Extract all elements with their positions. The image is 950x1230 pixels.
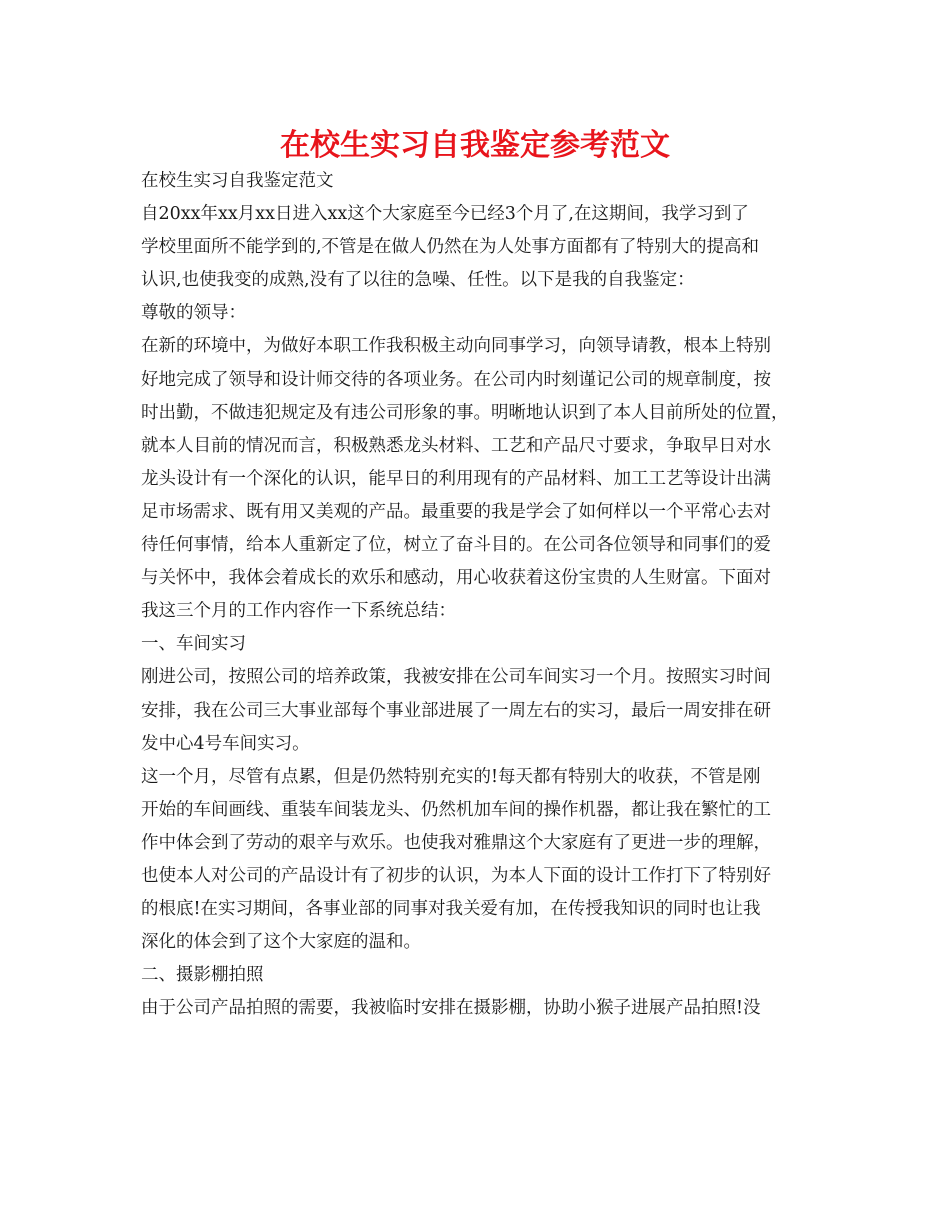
document-body: [141, 165, 821, 1025]
text-line: 在新的环境中，为做好本职工作我积极主动向同事学习，向领导请教，根本上特别: [141, 336, 771, 357]
text-line: 好地完成了领导和设计师交待的各项业务。在公司内时刻谨记公司的规章制度，按: [141, 369, 771, 390]
text-line: 待任何事情，给本人重新定了位，树立了奋斗目的。在公司各位领导和同事们的爱: [141, 535, 771, 556]
text-line: 足市场需求、既有用又美观的产品。最重要的我是学会了如何样以一个平常心去对: [141, 501, 771, 522]
text-line: 龙头设计有一个深化的认识，能早日的利用现有的产品材料、加工工艺等设计出满: [141, 468, 771, 489]
text-line: 学校里面所不能学到的,不管是在做人仍然在为人处事方面都有了特别大的提高和: [141, 237, 760, 258]
text-line: 刚进公司，按照公司的培养政策，我被安排在公司车间实习一个月。按照实习时间: [141, 667, 771, 688]
section-heading: 二、摄影棚拍照: [141, 965, 264, 986]
section-heading: 一、车间实习: [141, 634, 246, 655]
text-line: 自20xx年xx月xx日进入xx这个大家庭至今已经3个月了,在这期间，我学习到了: [141, 204, 749, 225]
text-line: 就本人目前的情况而言，积极熟悉龙头材料、工艺和产品尺寸要求，争取早日对水: [141, 435, 771, 456]
salutation-line: 尊敬的领导：: [141, 303, 246, 324]
text-line: 由于公司产品拍照的需要，我被临时安排在摄影棚，协助小猴子进展产品拍照!没: [141, 998, 761, 1019]
text-line: 作中体会到了劳动的艰辛与欢乐。也使我对雅鼎这个大家庭有了更进一步的理解，: [141, 832, 771, 853]
text-line: 我这三个月的工作内容作一下系统总结：: [141, 601, 456, 622]
text-line: 与关怀中，我体会着成长的欢乐和感动，用心收获着这份宝贵的人生财富。下面对: [141, 568, 771, 589]
text-line: 认识,也使我变的成熟,没有了以往的急噪、任性。以下是我的自我鉴定：: [141, 270, 695, 291]
heading-line: 在校生实习自我鉴定范文: [141, 171, 334, 191]
text-line: 深化的体会到了这个大家庭的温和。: [141, 932, 421, 953]
text-line: 也使本人对公司的产品设计有了初步的认识，为本人下面的设计工作打下了特别好: [141, 865, 771, 886]
text-line: 这一个月，尽管有点累，但是仍然特别充实的!每天都有特别大的收获，不管是刚: [141, 766, 761, 787]
text-line: 发中心4号车间实习。: [141, 733, 310, 754]
text-line: 开始的车间画线、重装车间装龙头、仍然机加车间的操作机器，都让我在繁忙的工: [141, 799, 771, 820]
document-title: 在校生实习自我鉴定参考范文: [280, 128, 670, 163]
text-line: 时出勤，不做违犯规定及有违公司形象的事。明晰地认识到了本人目前所处的位置，: [141, 402, 789, 423]
text-line: 安排，我在公司三大事业部每个事业部进展了一周左右的实习，最后一周安排在研: [141, 700, 771, 721]
text-line: 的根底!在实习期间，各事业部的同事对我关爱有加，在传授我知识的同时也让我: [141, 899, 761, 920]
